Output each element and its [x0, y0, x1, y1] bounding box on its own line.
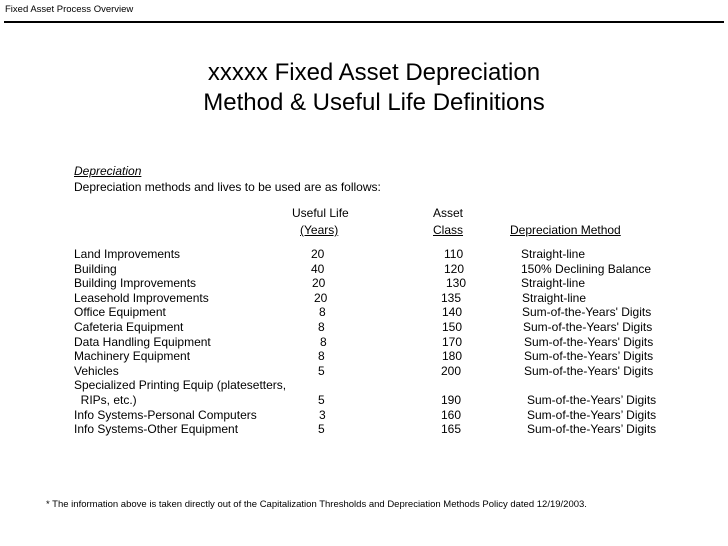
life-cell: 20 [311, 247, 325, 261]
category-cell: Info Systems-Personal Computers [74, 407, 257, 422]
depreciation-section [74, 163, 381, 195]
asset-class-header [433, 205, 463, 239]
category-cell: Data Handling Equipment [74, 334, 211, 349]
table-row [0, 291, 728, 306]
life-cell: 3 [319, 407, 326, 422]
category-cell: Vehicles [74, 363, 119, 378]
table-row [0, 320, 728, 335]
table-row [0, 378, 728, 393]
life-cell: 8 [318, 349, 325, 364]
class-cell: 140 [442, 305, 463, 320]
category-cell: Specialized Printing Equip (platesetters, [74, 378, 287, 393]
method-cell: Straight-line [522, 290, 587, 305]
method-cell: Straight-line [521, 247, 586, 261]
table-row [0, 364, 728, 379]
method-cell: Straight-line [521, 276, 586, 291]
method-cell: Sum-of-the-Years' Digits [523, 319, 653, 334]
category-cell: Cafeteria Equipment [74, 319, 184, 334]
category-cell: Info Systems-Other Equipment [74, 422, 239, 437]
table-row [0, 422, 728, 437]
class-cell: 110 [444, 247, 464, 261]
table-row [0, 408, 728, 423]
table-row [0, 349, 728, 364]
class-cell: 200 [441, 363, 462, 378]
category-cell: Land Improvements [74, 247, 181, 261]
header-divider [4, 21, 724, 23]
life-cell: 8 [318, 319, 325, 334]
method-cell: Sum-of-the-Years’ Digits [527, 407, 657, 422]
title-line-1: xxxxx Fixed Asset Depreciation [207, 59, 541, 86]
life-cell: 20 [314, 290, 328, 305]
category-cell: RIPs, etc.) [74, 392, 137, 407]
method-cell: Sum-of-the-Years' Digits [524, 334, 654, 349]
category-cell: Leasehold Improvements [74, 290, 209, 305]
life-cell: 5 [318, 363, 325, 378]
life-cell: 8 [320, 334, 327, 349]
section-heading: Depreciation [74, 164, 142, 178]
section-intro: Depreciation methods and lives to be used are as follows: [74, 180, 381, 194]
category-cell: Building Improvements [74, 276, 197, 291]
class-cell: 150 [442, 319, 463, 334]
table-row [0, 276, 728, 291]
method-cell: 150% Declining Balance [521, 261, 652, 276]
page-title [0, 58, 728, 118]
useful-life-header-line2: (Years) [300, 223, 339, 237]
category-cell: Building [74, 261, 117, 276]
method-cell: Sum-of-the-Years’ Digits [524, 349, 654, 364]
table-row [0, 335, 728, 350]
depreciation-table [0, 247, 728, 437]
asset-class-header-line2: Class [433, 223, 464, 237]
method-cell: Sum-of-the-Years’ Digits [527, 422, 657, 437]
category-cell: Office Equipment [74, 305, 166, 320]
footnote: * The information above is taken directly out of the Capitalization Thresholds and Depreciation Methods Policy dated 12/19/2003. [46, 499, 587, 510]
title-line-2: Method & Useful Life Definitions [203, 89, 545, 116]
table-row [0, 305, 728, 320]
useful-life-header-line1: Useful Life [292, 206, 349, 220]
asset-class-header-line1: Asset [433, 206, 464, 220]
category-cell: Machinery Equipment [74, 349, 191, 364]
method-cell: Sum-of-the-Years' Digits [524, 363, 654, 378]
class-cell: 160 [441, 407, 462, 422]
class-cell: 135 [441, 290, 462, 305]
class-cell: 130 [446, 276, 467, 291]
life-cell: 8 [319, 305, 326, 320]
class-cell: 165 [441, 422, 462, 437]
method-cell: Sum-of-the-Years’ Digits [527, 392, 657, 407]
table-row [0, 393, 728, 408]
life-cell: 20 [312, 276, 326, 291]
class-cell: 190 [441, 392, 462, 407]
class-cell: 170 [442, 334, 463, 349]
useful-life-header [292, 205, 349, 239]
header-label: Fixed Asset Process Overview [5, 4, 134, 15]
method-cell: Sum-of-the-Years' Digits [522, 305, 652, 320]
life-cell: 40 [311, 261, 325, 276]
method-header: Depreciation Method [510, 223, 621, 237]
life-cell: 5 [318, 422, 325, 437]
table-row [0, 247, 728, 262]
class-cell: 120 [444, 261, 465, 276]
class-cell: 180 [442, 349, 463, 364]
life-cell: 5 [318, 392, 325, 407]
table-row [0, 262, 728, 277]
